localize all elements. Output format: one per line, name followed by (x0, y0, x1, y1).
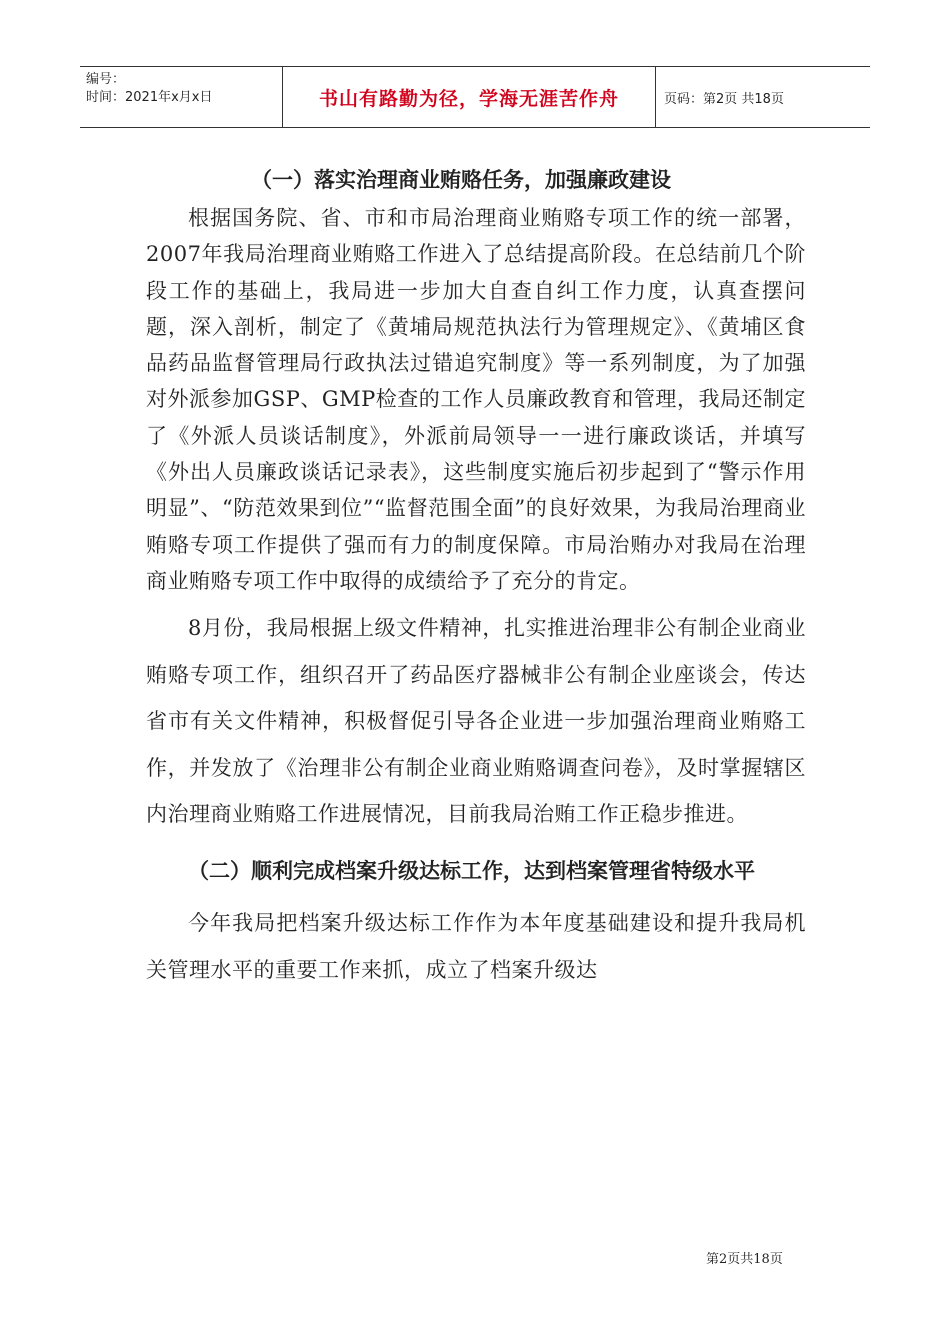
code-label: 编号： (86, 72, 126, 87)
page-footer: 第2页共18页 (706, 1252, 783, 1267)
header-motto: 书山有路勤为径，学海无涯苦作舟 (282, 67, 656, 127)
paragraph-1: 根据国务院、省、市和市局治理商业贿赂专项工作的统一部署，2007年我局治理商业贿赂工作进入了总结提高阶段。在总结前几个阶段工作的基础上，我局进一步加大自查自纠工作力度，认真查摆问题，深入剖析，制定了《黄埔局规范执法行为管理规定》、《黄埔区食品药品监督管理局行政执法过错追究制度》等一系列制度，为了加强对外派参加GSP、GMP检查的工作人员廉政教育和管理，我局还制定了《外派人员谈话制度》，外派前局领导一一进行廉政谈话，并填写《外出人员廉政谈话记录表》，这些制度实施后初步起到了“警示作用明显”、“防范效果到位”“监督范围全面”的良好效果，为我局治理商业贿赂专项工作提供了强而有力的制度保障。市局治贿办对我局在治理商业贿赂专项工作中取得的成绩给予了充分的肯定。 (146, 206, 806, 593)
section-2-heading: （二）顺利完成档案升级达标工作，达到档案管理省特级水平 (188, 858, 755, 883)
page-header (80, 66, 870, 128)
header-page-info: 页码：第2页 共18页 (664, 91, 784, 107)
paragraph-2: 8月份，我局根据上级文件精神，扎实推进治理非公有制企业商业贿赂专项工作，组织召开了药品医疗器械非公有制企业座谈会，传达省市有关文件精神，积极督促引导各企业进一步加强治理商业贿赂工作，并发放了《治理非公有制企业商业贿赂调查问卷》，及时掌握辖区内治理商业贿赂工作进展情况，目前我局治贿工作正稳步推进。 (146, 616, 806, 827)
date-label: 时间：2021年x月x日 (86, 90, 213, 105)
header-meta (80, 67, 282, 127)
document-body (146, 160, 806, 993)
section-1-heading: （一）落实治理商业贿赂任务，加强廉政建设 (251, 168, 671, 192)
paragraph-3: 今年我局把档案升级达标工作作为本年度基础建设和提升我局机关管理水平的重要工作来抓，成立了档案升级达 (146, 911, 806, 982)
